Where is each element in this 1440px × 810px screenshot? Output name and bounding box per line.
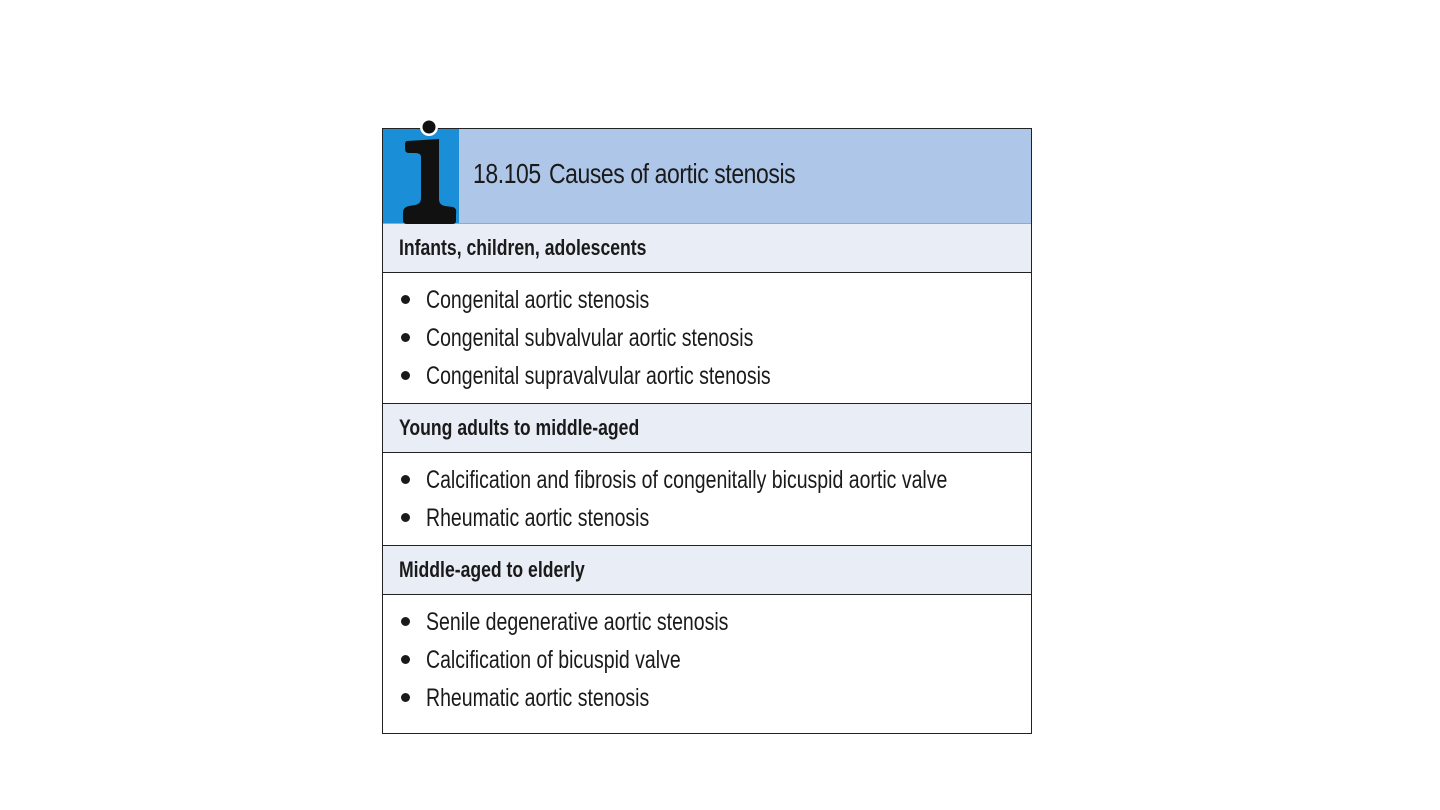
list-item: Congenital subvalvular aortic stenosis: [399, 319, 1015, 357]
bullet-icon: [401, 693, 410, 702]
section-list: [383, 595, 1031, 733]
bullet-icon: [401, 333, 410, 342]
info-box-header: [383, 129, 1031, 224]
bullet-icon: [401, 655, 410, 664]
info-icon: [401, 117, 457, 225]
bullet-icon: [401, 513, 410, 522]
box-title-text: Causes of aortic stenosis: [548, 158, 796, 189]
box-number: 18.105: [473, 158, 541, 189]
list-item: Congenital aortic stenosis: [399, 281, 1015, 319]
box-title: [473, 158, 795, 190]
section-heading: Infants, children, adolescents: [383, 224, 1031, 273]
bullet-icon: [401, 295, 410, 304]
list-item: Congenital supravalvular aortic stenosis: [399, 357, 1015, 395]
section-heading: Middle-aged to elderly: [383, 546, 1031, 595]
info-box: [382, 128, 1032, 734]
list-item: Calcification of bicuspid valve: [399, 641, 1015, 679]
bullet-icon: [401, 371, 410, 380]
list-item: Calcification and fibrosis of congenitally bicuspid aortic valve: [399, 461, 1015, 499]
bullet-icon: [401, 475, 410, 484]
list-item: Rheumatic aortic stenosis: [399, 679, 1015, 717]
section-list: [383, 453, 1031, 546]
list-item: Rheumatic aortic stenosis: [399, 499, 1015, 537]
bullet-icon: [401, 617, 410, 626]
list-item: Senile degenerative aortic stenosis: [399, 603, 1015, 641]
section-heading: Young adults to middle-aged: [383, 404, 1031, 453]
section-list: [383, 273, 1031, 404]
